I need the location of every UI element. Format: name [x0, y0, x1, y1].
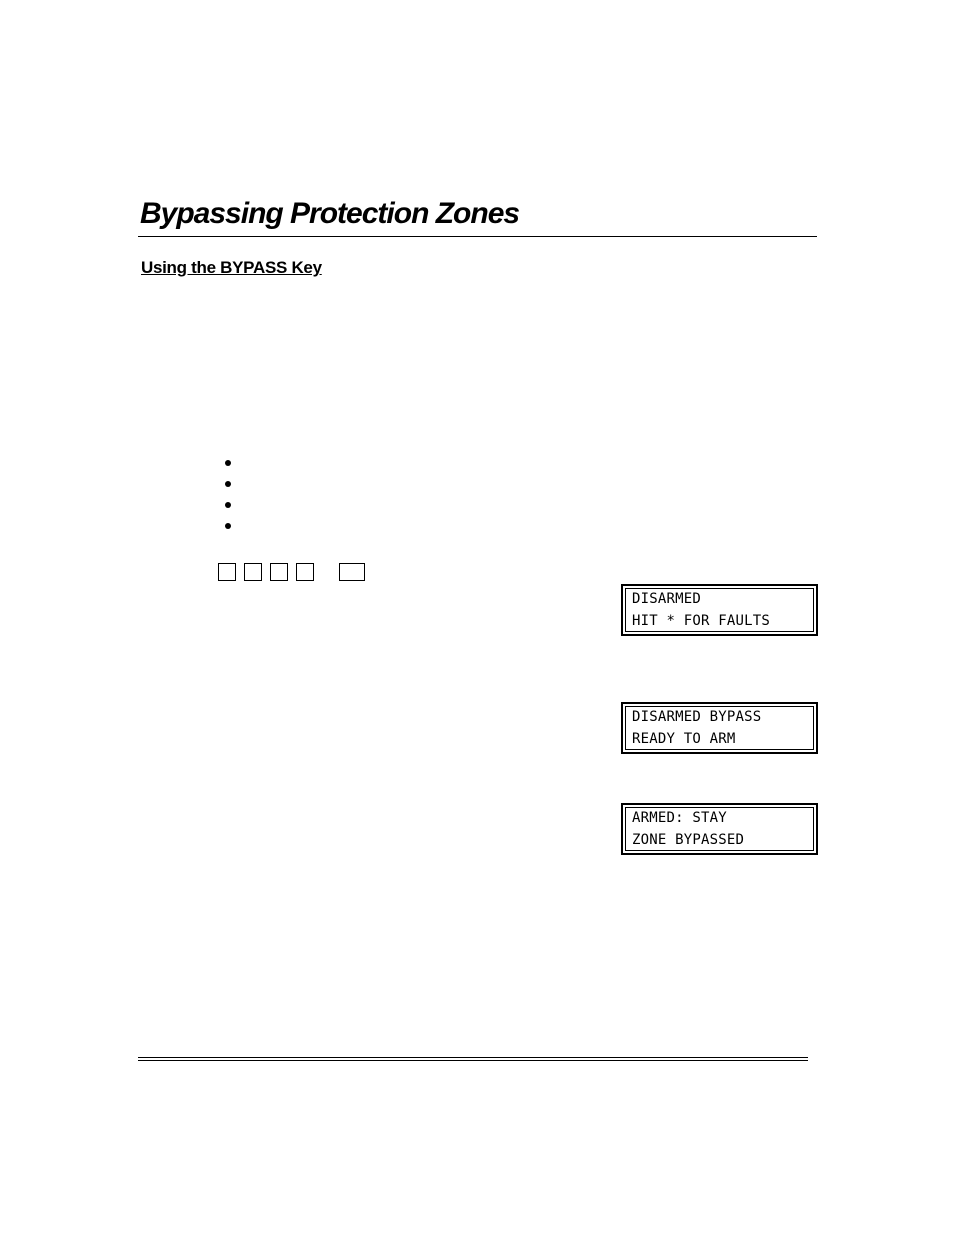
title-rule — [138, 236, 817, 237]
lcd-line-1: ARMED: STAY — [632, 810, 727, 826]
lcd-line-1: DISARMED — [632, 591, 702, 607]
section-heading: Using the BYPASS Key — [141, 258, 322, 277]
bullet-2 — [225, 481, 231, 487]
code-key-4 — [296, 563, 314, 581]
bullet-3 — [225, 502, 231, 508]
code-key-2 — [244, 563, 262, 581]
lcd-line-2: HIT * FOR FAULTS — [632, 613, 771, 629]
code-key-3 — [270, 563, 288, 581]
lcd-line-2: ZONE BYPASSED — [632, 832, 745, 848]
lcd-line-1: DISARMED BYPASS — [632, 709, 762, 725]
lcd-display-disarmed-bypass — [621, 702, 818, 754]
lcd-display-disarmed — [621, 584, 818, 636]
lcd-display-armed-stay — [621, 803, 818, 855]
page-title: Bypassing Protection Zones — [140, 197, 520, 230]
bypass-key — [339, 563, 365, 581]
bullet-4 — [225, 523, 231, 529]
lcd-line-2: READY TO ARM — [632, 731, 736, 747]
footer-rule — [138, 1057, 808, 1058]
code-key-1 — [218, 563, 236, 581]
footer-rule — [138, 1060, 808, 1061]
bullet-1 — [225, 460, 231, 466]
